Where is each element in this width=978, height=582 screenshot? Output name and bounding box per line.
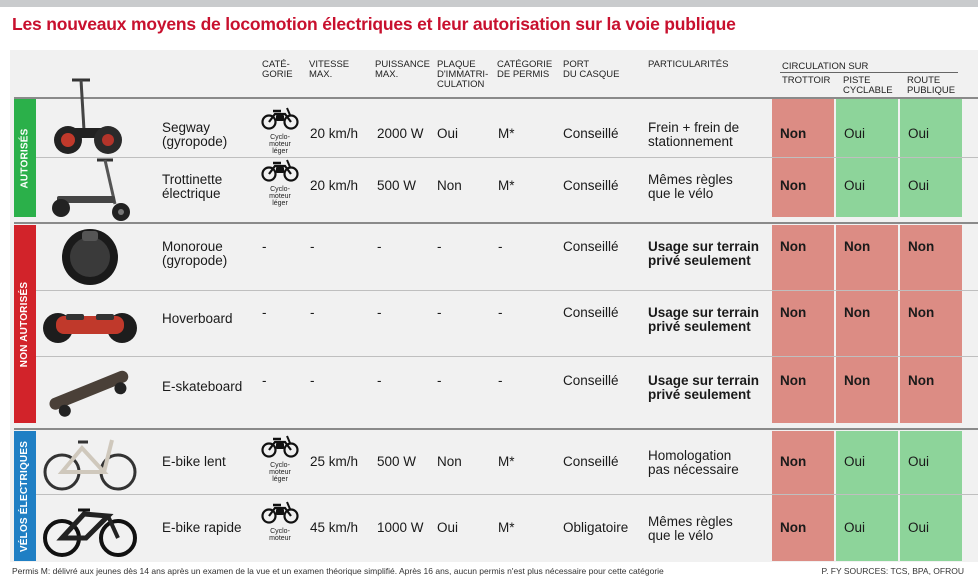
top-bar <box>0 0 978 7</box>
bg-route-autorises <box>900 99 962 217</box>
sidewalk-status: Non <box>780 373 807 388</box>
header-plaque <box>437 60 488 90</box>
helmet-value: Conseillé <box>563 178 619 193</box>
helmet-value: Conseillé <box>563 373 619 388</box>
vehicle-name: E-skateboard <box>162 379 243 394</box>
vehicle-name: Hoverboard <box>162 311 233 326</box>
sport-ebike-icon <box>40 496 140 560</box>
category-value: - <box>262 305 267 320</box>
plate-value: - <box>437 373 442 388</box>
city-ebike-icon <box>40 430 140 494</box>
bg-piste-non-autorises <box>836 225 898 423</box>
helmet-value: Conseillé <box>563 305 619 320</box>
license-value: - <box>498 305 503 320</box>
helmet-value: Conseillé <box>563 454 619 469</box>
category-value: - <box>262 373 267 388</box>
vehicle-name: E-bike lent <box>162 454 226 469</box>
particularity-value: Usage sur terrain privé seulement <box>648 239 760 268</box>
particularity-value: Frein + frein de stationnement <box>648 120 740 149</box>
vehicle-name: Segway (gyropode) <box>162 120 228 149</box>
category-label: Cyclo- moteur léger <box>269 462 291 483</box>
bg-trottoir-velos <box>772 431 834 561</box>
header-permis-text: CATÉGORIE DE PERMIS <box>497 59 553 80</box>
speed-value: 20 km/h <box>310 178 359 193</box>
power-value: 500 W <box>377 454 417 469</box>
bike-lane-status: Non <box>844 239 871 254</box>
moped-category <box>258 106 302 155</box>
header-casque-text: PORT DU CASQUE <box>563 59 620 80</box>
header-casque <box>563 60 619 80</box>
helmet-value: Obligatoire <box>563 520 629 535</box>
license-value: M* <box>498 520 515 535</box>
sources: P. FY SOURCES: TCS, BPA, OFROU <box>821 566 964 576</box>
license-value: M* <box>498 454 515 469</box>
moped-icon <box>261 434 299 463</box>
group-separator <box>14 428 978 430</box>
bg-piste-velos <box>836 431 898 561</box>
group-label-non-autorises-text: NON AUTORISÉS <box>19 281 31 367</box>
particularity-value: Usage sur terrain privé seulement <box>648 305 760 334</box>
header-route <box>907 76 955 96</box>
bg-trottoir-autorises <box>772 99 834 217</box>
sidewalk-status: Non <box>780 305 807 320</box>
vehicle-name: E-bike rapide <box>162 520 242 535</box>
header-permis <box>497 60 552 80</box>
public-road-status: Non <box>908 239 935 254</box>
power-value: - <box>377 305 382 320</box>
header-trottoir-text: TROTTOIR <box>782 75 831 86</box>
particularity-value: Mêmes règles que le vélo <box>648 172 733 201</box>
sidewalk-status: Non <box>780 454 807 469</box>
group-label-velos-text: VÉLOS ÉLECTRIQUES <box>19 440 31 552</box>
power-value: 2000 W <box>377 126 424 141</box>
header-puissance <box>375 60 430 80</box>
header-particularites <box>648 60 728 70</box>
bike-lane-status: Non <box>844 305 871 320</box>
vehicle-name: Trottinette électrique <box>162 172 223 201</box>
e-skateboard-icon <box>40 358 140 428</box>
category-label: Cyclo- moteur <box>269 528 291 542</box>
speed-value: 45 km/h <box>310 520 359 535</box>
group-label-autorises-text: AUTORISÉS <box>19 128 31 188</box>
public-road-status: Non <box>908 373 935 388</box>
segway-icon <box>40 74 140 158</box>
sidewalk-status: Non <box>780 520 807 535</box>
power-value: - <box>377 373 382 388</box>
public-road-status: Oui <box>908 126 930 141</box>
plate-value: Oui <box>437 520 459 535</box>
helmet-value: Conseillé <box>563 239 619 254</box>
group-separator <box>14 222 978 224</box>
header-puissance-text: PUISSANCE MAX. <box>375 59 430 80</box>
row-separator <box>14 356 978 357</box>
license-value: M* <box>498 126 515 141</box>
power-value: 500 W <box>377 178 417 193</box>
speed-value: - <box>310 373 315 388</box>
bg-route-velos <box>900 431 962 561</box>
header-trottoir <box>782 76 830 86</box>
speed-value: 25 km/h <box>310 454 359 469</box>
group-bar-autorises <box>14 99 36 217</box>
speed-value: 20 km/h <box>310 126 359 141</box>
header-piste <box>843 76 893 96</box>
speed-value: - <box>310 305 315 320</box>
particularity-value: Usage sur terrain privé seulement <box>648 373 760 402</box>
plate-value: Non <box>437 454 462 469</box>
power-value: 1000 W <box>377 520 424 535</box>
license-value: - <box>498 373 503 388</box>
category-label: Cyclo- moteur léger <box>269 186 291 207</box>
hoverboard-icon <box>40 292 140 356</box>
header-route-text: ROUTE PUBLIQUE <box>907 75 956 96</box>
row-separator <box>14 290 978 291</box>
group-label-non-autorises <box>14 225 36 423</box>
public-road-status: Oui <box>908 520 930 535</box>
group-label-velos <box>14 431 36 561</box>
sidewalk-status: Non <box>780 178 807 193</box>
category-label: Cyclo- moteur léger <box>269 134 291 155</box>
header-circulation: CIRCULATION SUR <box>782 61 869 72</box>
header-vitesse-text: VITESSE MAX. <box>309 59 350 80</box>
particularity-value: Homologation pas nécessaire <box>648 448 739 477</box>
category-value: - <box>262 239 267 254</box>
bike-lane-status: Oui <box>844 178 866 193</box>
public-road-status: Oui <box>908 178 930 193</box>
bg-piste-autorises <box>836 99 898 217</box>
vehicle-name: Monoroue (gyropode) <box>162 239 228 268</box>
header-categorie-text: CATÉ- GORIE <box>262 59 293 80</box>
header-plaque-text: PLAQUE D'IMMATRI- CULATION <box>437 59 489 90</box>
plate-value: - <box>437 239 442 254</box>
moped-icon <box>261 158 299 187</box>
header-piste-text: PISTE CYCLABLE <box>843 75 893 96</box>
group-label-autorises <box>14 99 36 217</box>
header-vitesse <box>309 60 349 80</box>
sidewalk-status: Non <box>780 126 807 141</box>
plate-value: Non <box>437 178 462 193</box>
moped-category <box>258 500 302 542</box>
bike-lane-status: Non <box>844 373 871 388</box>
bike-lane-status: Oui <box>844 520 866 535</box>
license-value: - <box>498 239 503 254</box>
bike-lane-status: Oui <box>844 126 866 141</box>
moped-icon <box>261 106 299 135</box>
header-separator <box>14 97 978 99</box>
monowheel-icon <box>40 224 140 290</box>
moped-category <box>258 434 302 483</box>
row-separator <box>14 157 978 158</box>
helmet-value: Conseillé <box>563 126 619 141</box>
bg-route-non-autorises <box>900 225 962 423</box>
page-title: Les nouveaux moyens de locomotion électriques et leur autorisation sur la voie publique <box>12 14 736 34</box>
plate-value: Oui <box>437 126 459 141</box>
bike-lane-status: Oui <box>844 454 866 469</box>
moped-icon <box>261 500 299 529</box>
footnote: Permis M: délivré aux jeunes dès 14 ans après un examen de la vue et un examen théorique simplifié. Après 16 ans, aucun permis n'est plus nécessaire pour cette catégorie <box>12 566 664 576</box>
row-separator <box>14 494 978 495</box>
header-categorie <box>262 60 293 80</box>
plate-value: - <box>437 305 442 320</box>
moped-category <box>258 158 302 207</box>
bg-trottoir-non-autorises <box>772 225 834 423</box>
group-bar-non-autorises <box>14 225 36 423</box>
sidewalk-status: Non <box>780 239 807 254</box>
header-circulation-underline <box>780 72 958 73</box>
speed-value: - <box>310 239 315 254</box>
public-road-status: Oui <box>908 454 930 469</box>
license-value: M* <box>498 178 515 193</box>
header-particularites-text: PARTICULARITÉS <box>648 59 729 70</box>
e-scooter-icon <box>40 158 140 222</box>
public-road-status: Non <box>908 305 935 320</box>
group-bar-velos <box>14 431 36 561</box>
power-value: - <box>377 239 382 254</box>
particularity-value: Mêmes règles que le vélo <box>648 514 733 543</box>
